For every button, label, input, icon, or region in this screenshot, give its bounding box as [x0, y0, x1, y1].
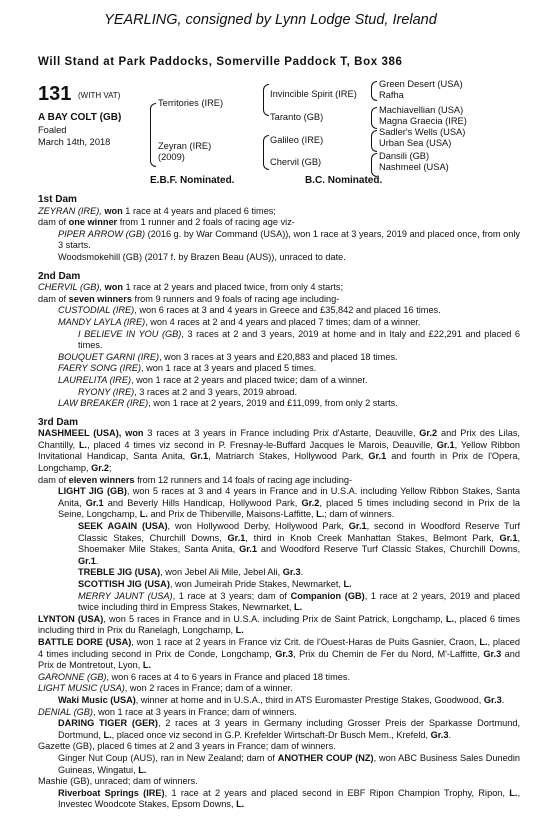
produce-entry: I BELIEVE IN YOU (GB), 3 races at 2 and 3 years, 2019 at home and in Italy and £22,291 and placed 6 times.: [78, 328, 520, 351]
produce-entry: LAW BREAKER (IRE), won 1 race at 2 years, 2019 and £11,099, from only 2 starts.: [58, 398, 398, 409]
pedigree-bracket-dam: [263, 135, 269, 170]
pedigree-sss: Green Desert (USA): [379, 79, 463, 89]
pedigree-sire-sire: Invincible Spirit (IRE): [270, 89, 357, 99]
third-dam-intro: NASHMEEL (USA), won 3 races at 3 years in France including Prix d'Astarte, Deauville, Gr.2 and Prix des Lilas, Chantilly, L., placed 4 times viz second in P. Fresnay-le-Buffard Jacques le Marois, Deauville, Gr.1, Yellow Ribbon Invitational Handicap, Santa Anita, Gr.1, Matriarch Stakes, Hollywood Park, Gr.1 and fourth in Prix de l'Opera, Longchamp, Gr.2;: [38, 428, 521, 474]
produce-entry: LYNTON (USA), won 5 races in France and in U.S.A. including Prix de Saint Patrick, Longchamp, L., placed 6 times including third in Prix du Ranelagh, Longchamp, L.: [38, 613, 520, 636]
produce-entry: DARING TIGER (GER), 2 races at 3 years in Germany including Grosser Preis der Sparkasse Dortmund, Dortmund, L., placed once viz second in G.P. Krefelder Wirtschaft-Dr Busch Mem., Krefeld, Gr.3.: [58, 718, 520, 740]
produce-entry: CUSTODIAL (IRE), won 6 races at 3 and 4 years in Greece and £35,842 and placed 16 times.: [58, 305, 441, 316]
pedigree-dsd: Urban Sea (USA): [379, 138, 452, 148]
pedigree-bracket-sire: [263, 84, 269, 116]
horse-description: A BAY COLT (GB): [38, 112, 122, 123]
third-dam-heading: 3rd Dam: [38, 416, 79, 428]
produce-entry: MANDY LAYLA (IRE), won 4 races at 2 and 4 years and placed 7 times; dam of a winner.: [58, 316, 421, 327]
pedigree-bracket-dd: [371, 153, 377, 177]
pedigree-dss: Sadler's Wells (USA): [379, 127, 466, 137]
catalogue-title: YEARLING, consigned by Lynn Lodge Stud, Ireland: [104, 12, 437, 28]
pedigree-ssd: Rafha: [379, 90, 404, 100]
produce-entry: BOUQUET GARNI (IRE), won 3 races at 3 years and £20,883 and placed 18 times.: [58, 351, 398, 362]
produce-entry: Waki Music (USA), winner at home and in U.S.A., third in ATS Euromaster Prestige Stakes, Goodwood, Gr.3.: [58, 694, 505, 705]
first-dam-produce-summary: dam of one winner from 1 runner and 2 foals of racing age viz-: [38, 217, 295, 228]
produce-entry: Woodsmokehill (GB) (2017 f. by Brazen Beau (AUS)), unraced to date.: [58, 251, 346, 262]
produce-entry: SCOTTISH JIG (USA), won Jumeirah Pride Stakes, Newmarket, L.: [78, 579, 352, 589]
catalogue-body: [38, 190, 520, 811]
ebf-nomination: E.B.F. Nominated.: [150, 175, 235, 186]
pedigree-sds: Machiavellian (USA): [379, 105, 464, 115]
first-dam-heading: 1st Dam: [38, 194, 77, 205]
produce-entry: FAERY SONG (IRE), won 1 race at 3 years and placed 5 times.: [58, 363, 317, 374]
lot-number: 131: [38, 83, 72, 105]
produce-entry: LIGHT MUSIC (USA), won 2 races in France; dam of a winner.: [38, 683, 293, 694]
second-dam-intro: CHERVIL (GB), won 1 race at 2 years and placed twice, from only 4 starts;: [38, 282, 344, 293]
foaled-label: Foaled: [38, 125, 67, 135]
foaled-date: March 14th, 2018: [38, 137, 111, 147]
pedigree-sire: Territories (IRE): [158, 98, 224, 108]
pedigree-bracket-sd: [371, 107, 377, 129]
first-dam-intro: ZEYRAN (IRE), won 1 race at 4 years and placed 6 times;: [38, 205, 276, 216]
produce-entry: LAURELITA (IRE), won 1 race at 2 years and placed twice; dam of a winner.: [58, 374, 368, 385]
produce-entry: BATTLE DORE (USA), won 1 race at 2 years in France viz Crit. de l'Ouest-Haras de Puits Gasnier, Craon, L., placed 4 times including second in Prix de Conde, Longchamp, Gr.3, Prix du Chemin de Fer du Nord, M'-Laffitte, Gr.3 and Prix de Montretout, Lyon, L.: [38, 636, 521, 671]
pedigree-bracket-ds: [371, 130, 377, 152]
second-dam-heading: 2nd Dam: [38, 270, 81, 282]
pedigree-dds: Dansili (GB): [379, 151, 430, 161]
produce-entry: GARONNE (GB), won 6 races at 4 to 6 years in France and placed 18 times.: [38, 671, 351, 682]
pedigree-bracket-main: [150, 103, 156, 167]
pedigree-sdd: Magna Graecia (IRE): [379, 116, 467, 126]
pedigree-dam-year: (2009): [158, 152, 185, 162]
produce-entry: MERRY JAUNT (USA), 1 race at 3 years; dam of Companion (GB), 1 race at 2 years, 2019 and placed twice including third in Empress Stakes, Newmarket, L.: [78, 590, 521, 613]
third-dam-produce-summary: dam of eleven winners from 12 runners and 14 foals of racing age including-: [38, 474, 353, 485]
stand-location: Will Stand at Park Paddocks, Somerville Paddock T, Box 386: [38, 56, 403, 68]
pedigree-dam-sire: Galileo (IRE): [270, 135, 324, 145]
produce-entry: Gazette (GB), placed 6 times at 2 and 3 years in France; dam of winners.: [38, 741, 336, 752]
pedigree-dam: Zeyran (IRE): [158, 141, 212, 151]
second-dam-produce-summary: dam of seven winners from 9 runners and 9 foals of racing age including-: [38, 293, 340, 304]
bc-nomination: B.C. Nominated.: [305, 175, 383, 186]
produce-entry: SEEK AGAIN (USA), won Hollywood Derby, Hollywood Park, Gr.1, second in Woodford Reserve Turf Classic Stakes, Churchill Downs, Gr.1, third in Knob Creek Manhattan Stakes, Belmont Park, Gr.1, Shoemaker Mile Stakes, Santa Anita, Gr.1 and Woodford Reserve Turf Classic Stakes, Churchill Downs, Gr.1.: [78, 521, 521, 566]
vat-note: (WITH VAT): [78, 91, 121, 100]
produce-entry: TREBLE JIG (USA), won Jebel Ali Mile, Jebel Ali, Gr.3.: [78, 567, 304, 578]
pedigree-bracket-ss: [371, 81, 377, 101]
produce-entry: LIGHT JIG (GB), won 5 races at 3 and 4 years in France and in U.S.A. including Yellow Ribbon Stakes, Santa Anita, Gr.1 and Beverly Hills Handicap, Hollywood Park, Gr.2, placed 5 times including second in Prix de la Seine, Longchamp, L. and Prix de Thiberville, Maisons-Laffitte, L.; dam of winners.: [58, 486, 520, 520]
pedigree-sire-dam: Taranto (GB): [270, 112, 324, 122]
produce-entry: Ginger Nut Coup (AUS), ran in New Zealand; dam of ANOTHER COUP (NZ), won ABC Business Sales Dunedin Guineas, Wingatui, L.: [58, 752, 520, 775]
produce-entry: DENIAL (GB), won 1 race at 3 years in France; dam of winners.: [38, 706, 297, 717]
produce-entry: Riverboat Springs (IRE), 1 race at 2 years and placed second in EBF Ripon Champion Trophy, Ripon, L., Investec Woodcote Stakes, Epsom Downs, L.: [58, 787, 520, 810]
produce-entry: Mashie (GB), unraced; dam of winners.: [38, 776, 198, 787]
produce-entry: PIPER ARROW (GB) (2016 g. by War Command (USA)), won 1 race at 3 years, 2019 and placed once, from only 3 starts.: [58, 228, 521, 251]
pedigree-ddd: Nashmeel (USA): [379, 162, 449, 172]
produce-entry: RYONY (IRE), 3 races at 2 and 3 years, 2019 abroad.: [78, 386, 298, 397]
pedigree-dam-dam: Chervil (GB): [270, 157, 322, 167]
